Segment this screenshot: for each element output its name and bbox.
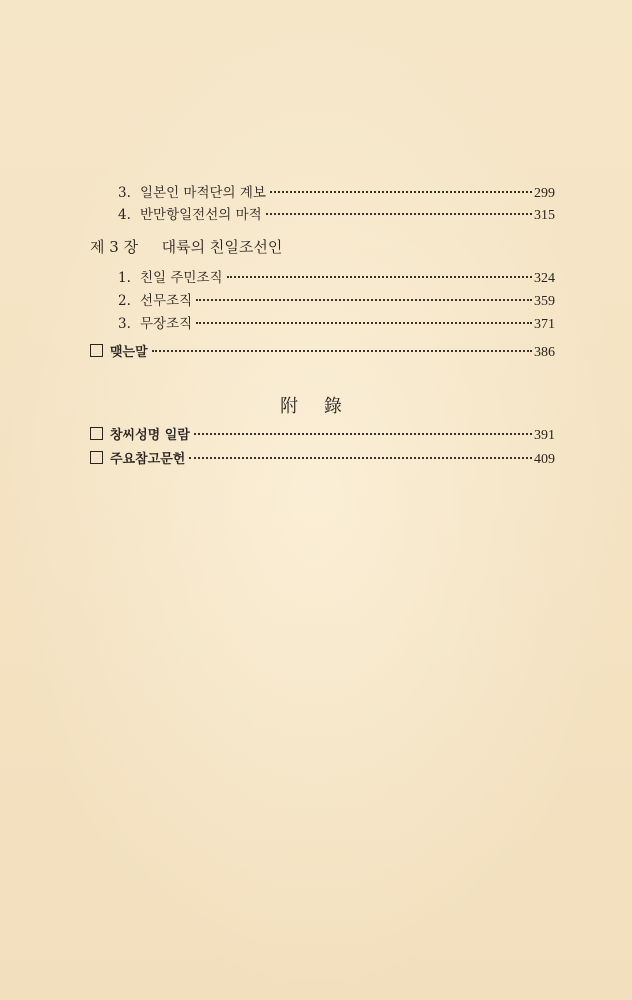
- toc-entry-title: 창씨성명 일람: [110, 428, 190, 443]
- toc-entry-number: 4.: [118, 207, 131, 223]
- toc-entry-number: 1.: [118, 270, 131, 286]
- checkbox-icon: [90, 344, 103, 357]
- dot-leader: [227, 276, 532, 278]
- toc-entry-title: 주요참고문헌: [110, 452, 186, 467]
- toc-entry-title: 맺는말: [110, 345, 148, 360]
- toc-entry-appendix[interactable]: [90, 449, 555, 471]
- appendix-heading: 附 錄: [280, 396, 352, 417]
- toc-entry-title: 친일 주민조직: [140, 270, 223, 286]
- toc-entry-page: 315: [534, 208, 555, 223]
- toc-entry-number: 3.: [118, 185, 131, 201]
- toc-entry-conclusion[interactable]: [90, 342, 555, 364]
- toc-entry-page: 371: [534, 317, 555, 332]
- checkbox-icon: [90, 451, 103, 464]
- dot-leader: [152, 350, 532, 352]
- toc-entry[interactable]: [118, 267, 555, 289]
- toc-entry-number: 2.: [118, 293, 131, 309]
- toc-entry-page: 299: [534, 186, 555, 201]
- toc-entry-appendix[interactable]: [90, 425, 555, 447]
- toc-entry-page: 391: [534, 428, 555, 443]
- toc-entry-title: 일본인 마적단의 계보: [140, 185, 266, 201]
- dot-leader: [270, 191, 532, 193]
- toc-entry-page: 386: [534, 345, 555, 360]
- toc-entry[interactable]: [118, 290, 555, 312]
- toc-entry-page: 409: [534, 452, 555, 467]
- checkbox-icon: [90, 427, 103, 440]
- toc-entry-title: 무장조직: [140, 316, 193, 332]
- toc-entry-title: 선무조직: [140, 293, 193, 309]
- toc-entry[interactable]: [118, 182, 555, 204]
- dot-leader: [194, 433, 532, 435]
- toc-entry-number: 3.: [118, 316, 131, 332]
- dot-leader: [266, 213, 532, 215]
- toc-entry[interactable]: [118, 204, 555, 226]
- chapter-title: 대륙의 친일조선인: [161, 238, 283, 256]
- dot-leader: [189, 457, 532, 459]
- toc-entry-page: 359: [534, 294, 555, 309]
- toc-entry[interactable]: [118, 313, 555, 335]
- chapter-label: 제 3 장: [90, 238, 139, 256]
- toc-entry-page: 324: [534, 271, 555, 286]
- dot-leader: [196, 322, 532, 324]
- chapter-heading[interactable]: [90, 236, 282, 257]
- dot-leader: [196, 299, 532, 301]
- toc-entry-title: 반만항일전선의 마적: [140, 207, 262, 223]
